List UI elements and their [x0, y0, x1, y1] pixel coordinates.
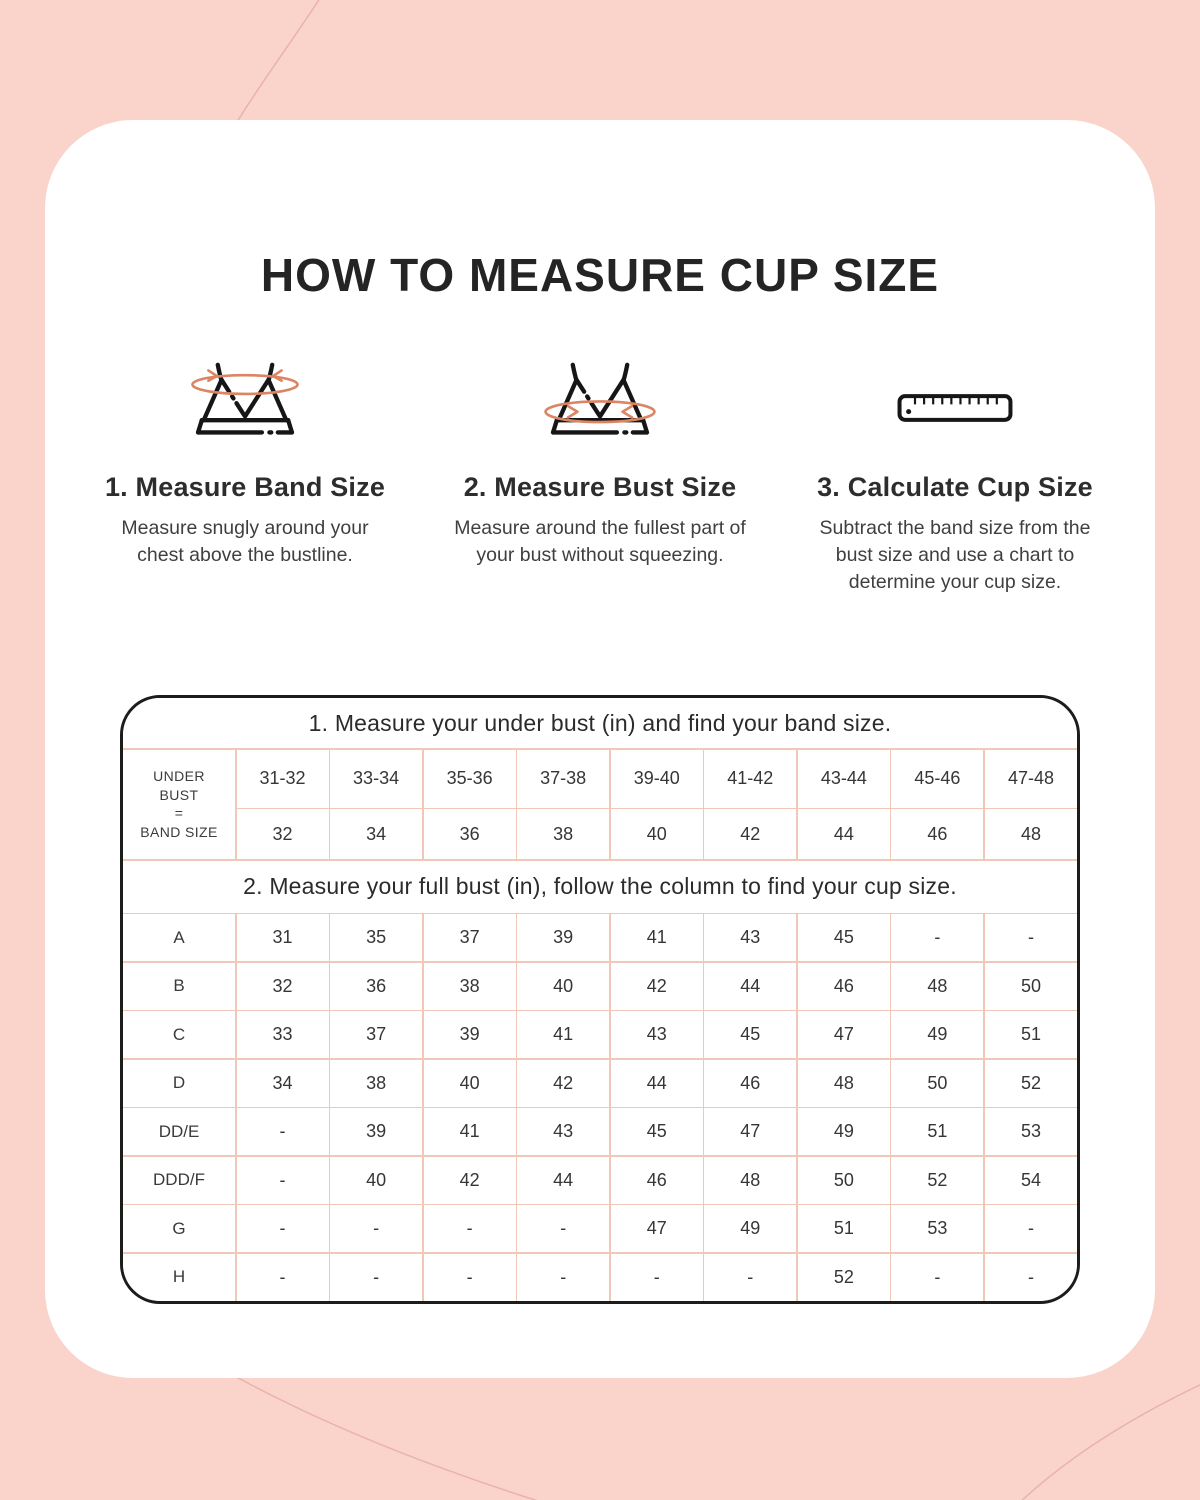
band-size-cell: 40 — [611, 809, 703, 859]
cup-value-cell: - — [891, 1254, 983, 1301]
size-chart-table — [120, 695, 1080, 1304]
band-size-cell: 46 — [891, 809, 983, 859]
infographic-card — [45, 120, 1155, 1378]
cup-value-cell: - — [517, 1205, 609, 1252]
bra-band-measure-icon — [75, 358, 415, 458]
step-description: Subtract the band size from the bust size and use a chart to determine your cup size. — [819, 517, 1091, 593]
cup-value-cell: 41 — [517, 1011, 609, 1058]
cup-value-cell: 52 — [798, 1254, 890, 1301]
cup-value-cell: 44 — [704, 963, 796, 1010]
cup-value-cell: 38 — [330, 1060, 422, 1107]
band-range-cell: 35-36 — [424, 750, 516, 808]
cup-value-cell: 49 — [704, 1205, 796, 1252]
cup-value-cell: 43 — [517, 1108, 609, 1155]
equals-label-line: = — [174, 805, 184, 822]
band-range-cell: 31-32 — [237, 750, 329, 808]
cup-value-cell: 51 — [798, 1205, 890, 1252]
cup-value-cell: 49 — [798, 1108, 890, 1155]
cup-value-cell: 51 — [891, 1108, 983, 1155]
cup-value-cell: 52 — [891, 1157, 983, 1204]
under-bust-label-line: UNDER BUST — [153, 768, 205, 803]
cup-value-cell: - — [237, 1157, 329, 1204]
cup-value-cell: - — [330, 1205, 422, 1252]
step-heading: 2. Measure Bust Size — [463, 472, 737, 502]
cup-value-cell: - — [611, 1254, 703, 1301]
cup-value-cell: 50 — [798, 1157, 890, 1204]
cup-value-cell: 42 — [517, 1060, 609, 1107]
cup-value-cell: 31 — [237, 914, 329, 961]
cup-value-cell: 40 — [424, 1060, 516, 1107]
decor-curve-bottom-right — [1016, 1382, 1200, 1500]
page-title: HOW TO MEASURE CUP SIZE — [260, 249, 940, 301]
cup-value-cell: 47 — [611, 1205, 703, 1252]
band-size-label-line: BAND SIZE — [140, 823, 218, 840]
band-range-cell: 43-44 — [798, 750, 890, 808]
cup-value-cell: 51 — [985, 1011, 1077, 1058]
cup-value-cell: - — [517, 1254, 609, 1301]
cup-value-cell: - — [237, 1205, 329, 1252]
cup-value-cell: 53 — [891, 1205, 983, 1252]
cup-value-cell: - — [237, 1254, 329, 1301]
cup-value-cell: 47 — [798, 1011, 890, 1058]
ruler-icon — [785, 358, 1125, 458]
cup-value-cell: 45 — [611, 1108, 703, 1155]
band-range-cell: 41-42 — [704, 750, 796, 808]
cup-value-cell: 54 — [985, 1157, 1077, 1204]
cup-value-cell: 37 — [330, 1011, 422, 1058]
cup-value-cell: 42 — [611, 963, 703, 1010]
cup-value-cell: 45 — [798, 914, 890, 961]
cup-letter-cell: H — [123, 1254, 235, 1301]
cup-value-cell: 38 — [424, 963, 516, 1010]
cup-value-cell: 39 — [424, 1011, 516, 1058]
step-calculate-cup — [785, 358, 1125, 596]
cup-value-cell: 47 — [704, 1108, 796, 1155]
cup-value-cell: 39 — [330, 1108, 422, 1155]
cup-section-header: 2. Measure your full bust (in), follow the column to find your cup size. — [123, 861, 1077, 913]
step-heading: 3. Calculate Cup Size — [817, 472, 1093, 502]
band-range-cell: 39-40 — [611, 750, 703, 808]
cup-value-cell: 41 — [611, 914, 703, 961]
bra-bust-measure-icon — [430, 358, 770, 458]
band-range-cell: 47-48 — [985, 750, 1077, 808]
step-description: Measure snugly around your chest above the bustline. — [121, 517, 369, 566]
cup-value-cell: - — [237, 1108, 329, 1155]
cup-value-cell: - — [704, 1254, 796, 1301]
cup-value-cell: 46 — [611, 1157, 703, 1204]
cup-letter-cell: B — [123, 963, 235, 1010]
band-size-cell: 42 — [704, 809, 796, 859]
cup-letter-cell: DDD/F — [123, 1157, 235, 1204]
cup-value-cell: 50 — [985, 963, 1077, 1010]
band-size-cell: 48 — [985, 809, 1077, 859]
cup-value-cell: - — [985, 1205, 1077, 1252]
cup-value-cell: 35 — [330, 914, 422, 961]
band-range-cell: 37-38 — [517, 750, 609, 808]
band-size-cell: 32 — [237, 809, 329, 859]
cup-value-cell: 43 — [704, 914, 796, 961]
cup-value-cell: 50 — [891, 1060, 983, 1107]
band-size-cell: 38 — [517, 809, 609, 859]
cup-value-cell: 32 — [237, 963, 329, 1010]
cup-value-cell: 37 — [424, 914, 516, 961]
cup-letter-cell: D — [123, 1060, 235, 1107]
band-range-cell: 33-34 — [330, 750, 422, 808]
cup-value-cell: 40 — [517, 963, 609, 1010]
step-heading: 1. Measure Band Size — [104, 472, 386, 502]
cup-value-cell: - — [330, 1254, 422, 1301]
cup-value-cell: 41 — [424, 1108, 516, 1155]
step-measure-band — [75, 358, 415, 596]
cup-value-cell: 44 — [517, 1157, 609, 1204]
cup-value-cell: 48 — [704, 1157, 796, 1204]
cup-letter-cell: A — [123, 914, 235, 961]
cup-value-cell: 46 — [704, 1060, 796, 1107]
step-description: Measure around the fullest part of your bust without squeezing. — [454, 517, 746, 566]
steps-row — [75, 358, 1125, 596]
cup-value-cell: 45 — [704, 1011, 796, 1058]
cup-value-cell: 42 — [424, 1157, 516, 1204]
cup-value-cell: - — [424, 1205, 516, 1252]
cup-value-cell: 39 — [517, 914, 609, 961]
cup-value-cell: 40 — [330, 1157, 422, 1204]
cup-value-cell: - — [985, 914, 1077, 961]
cup-letter-cell: G — [123, 1205, 235, 1252]
cup-value-cell: 53 — [985, 1108, 1077, 1155]
cup-value-cell: - — [985, 1254, 1077, 1301]
cup-value-cell: 43 — [611, 1011, 703, 1058]
cup-value-cell: 48 — [798, 1060, 890, 1107]
cup-value-cell: - — [424, 1254, 516, 1301]
decor-curve-top — [226, 0, 324, 140]
cup-value-cell: 44 — [611, 1060, 703, 1107]
band-range-cell: 45-46 — [891, 750, 983, 808]
cup-value-cell: 34 — [237, 1060, 329, 1107]
band-size-cell: 36 — [424, 809, 516, 859]
step-measure-bust — [430, 358, 770, 596]
cup-value-cell: - — [891, 914, 983, 961]
cup-value-cell: 46 — [798, 963, 890, 1010]
cup-value-cell: 36 — [330, 963, 422, 1010]
cup-letter-cell: DD/E — [123, 1108, 235, 1155]
band-size-cell: 34 — [330, 809, 422, 859]
decor-curve-bottom-left — [220, 1368, 554, 1500]
cup-value-cell: 52 — [985, 1060, 1077, 1107]
cup-value-cell: 48 — [891, 963, 983, 1010]
cup-value-cell: 33 — [237, 1011, 329, 1058]
cup-value-cell: 49 — [891, 1011, 983, 1058]
band-size-cell: 44 — [798, 809, 890, 859]
under-bust-band-label — [123, 750, 235, 860]
cup-letter-cell: C — [123, 1011, 235, 1058]
band-section-header: 1. Measure your under bust (in) and find your band size. — [123, 698, 1077, 748]
